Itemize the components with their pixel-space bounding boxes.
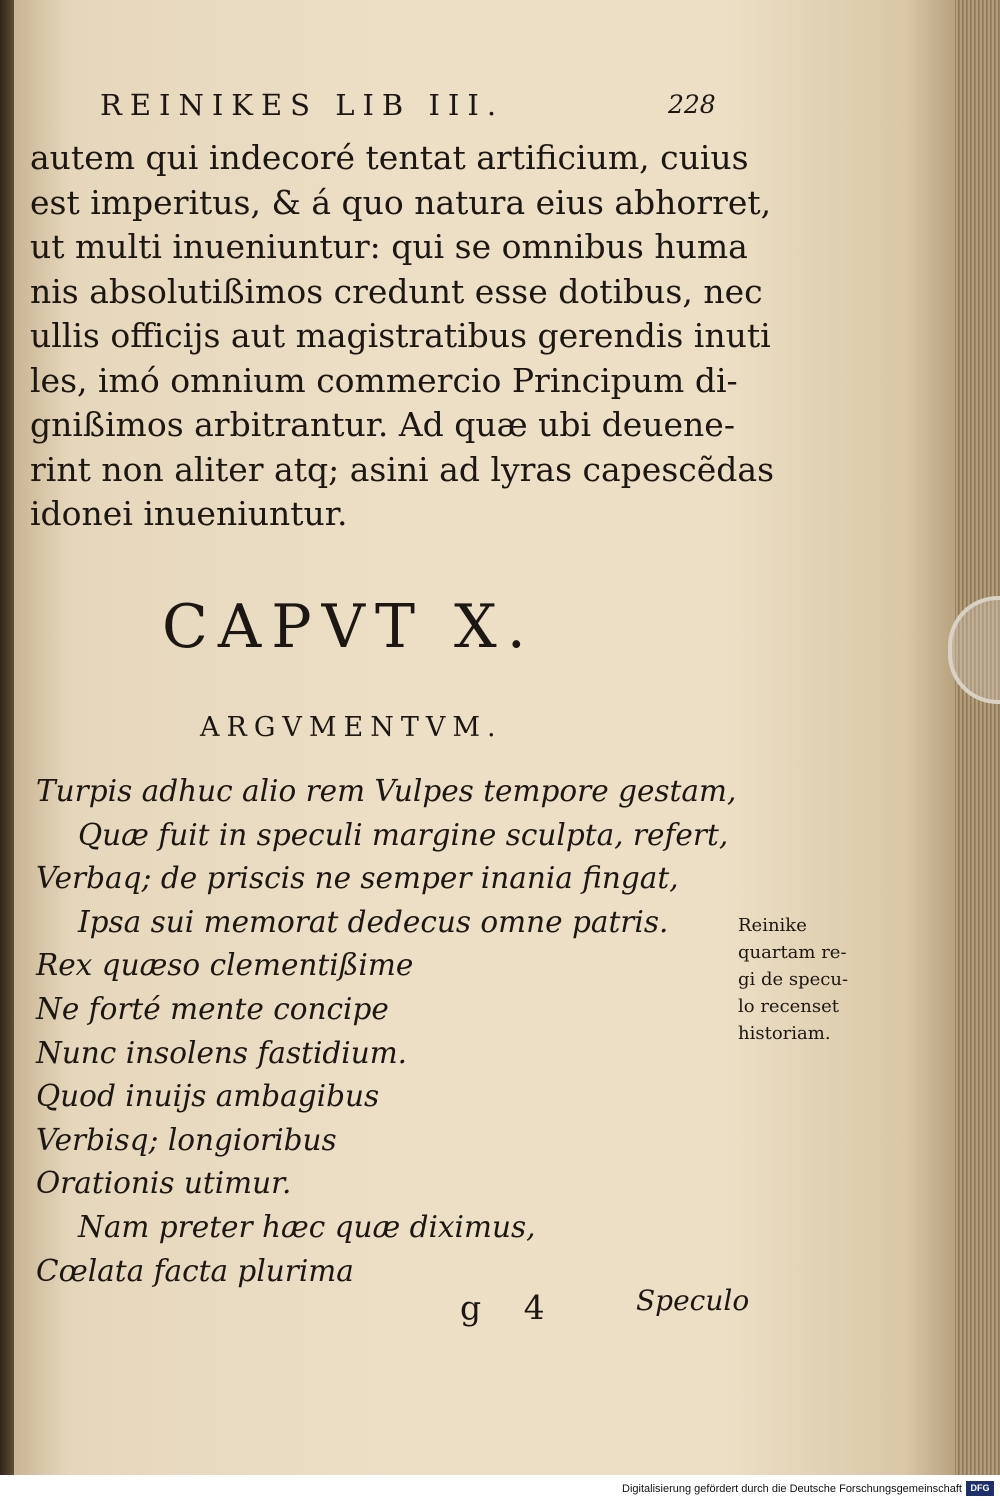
body-line: les, imó omnium commercio Principum di- bbox=[30, 360, 738, 400]
marginal-line: lo recenset bbox=[738, 996, 840, 1017]
verse-line: Nam preter hæc quæ diximus, bbox=[78, 1209, 536, 1244]
body-line: nis absolutißimos credunt esse dotibus, nec bbox=[30, 271, 763, 311]
verse-line: Rex quæso clementißime bbox=[36, 948, 414, 983]
digitization-credit: Digitalisierung gefördert durch die Deutsche Forschungsgemeinschaft bbox=[622, 1483, 962, 1495]
running-head: REINIKES LIB III. bbox=[100, 88, 505, 122]
body-line: ullis officijs aut magistratibus gerendis inuti bbox=[30, 316, 771, 355]
chapter-title: CAPVT X. bbox=[162, 592, 536, 662]
argument-title: ARGVMENTVM. bbox=[200, 712, 503, 743]
marginal-line: Reinike bbox=[738, 915, 807, 936]
verse-line: Cœlata facta plurima bbox=[36, 1253, 354, 1288]
body-line: ut multi inueniuntur: qui se omnibus huma bbox=[30, 227, 748, 266]
verse-line: Ne forté mente concipe bbox=[36, 991, 389, 1026]
marginal-line: historiam. bbox=[738, 1023, 831, 1044]
verse-line: Verbaq; de priscis ne semper inania fingat, bbox=[36, 861, 679, 896]
body-line: est imperitus, & á quo natura eius abhorret, bbox=[30, 182, 772, 222]
body-line: gnißimos arbitrantur. Ad quæ ubi deuene- bbox=[30, 405, 735, 444]
marginal-line: gi de specu- bbox=[738, 969, 849, 990]
verse-line: Turpis adhuc alio rem Vulpes tempore gestam, bbox=[36, 774, 737, 808]
page-stack-edges bbox=[955, 0, 1000, 1475]
dfg-logo: DFG bbox=[966, 1481, 994, 1496]
verse-line: Quæ fuit in speculi margine sculpta, refert, bbox=[78, 817, 729, 852]
verse-line: Ipsa sui memorat dedecus omne patris. bbox=[78, 904, 669, 939]
body-line: rint non aliter atq; asini ad lyras capescẽdas bbox=[30, 449, 775, 489]
verse-line: Nunc insolens fastidium. bbox=[36, 1035, 408, 1070]
verse-line: Orationis utimur. bbox=[36, 1166, 292, 1201]
signature-mark: g 4 bbox=[460, 1288, 561, 1327]
verse-block bbox=[36, 770, 737, 1293]
page-number: 228 bbox=[668, 90, 716, 119]
marginal-note bbox=[738, 912, 888, 1047]
body-line: autem qui indecoré tentat artificium, cuius bbox=[30, 138, 749, 177]
catchword: Speculo bbox=[636, 1284, 750, 1317]
verse-line: Quod inuijs ambagibus bbox=[36, 1079, 380, 1114]
body-text bbox=[30, 136, 775, 537]
verse-line: Verbisq; longioribus bbox=[36, 1122, 337, 1157]
marginal-line: quartam re- bbox=[738, 942, 847, 963]
body-line: idonei inueniuntur. bbox=[30, 494, 348, 533]
